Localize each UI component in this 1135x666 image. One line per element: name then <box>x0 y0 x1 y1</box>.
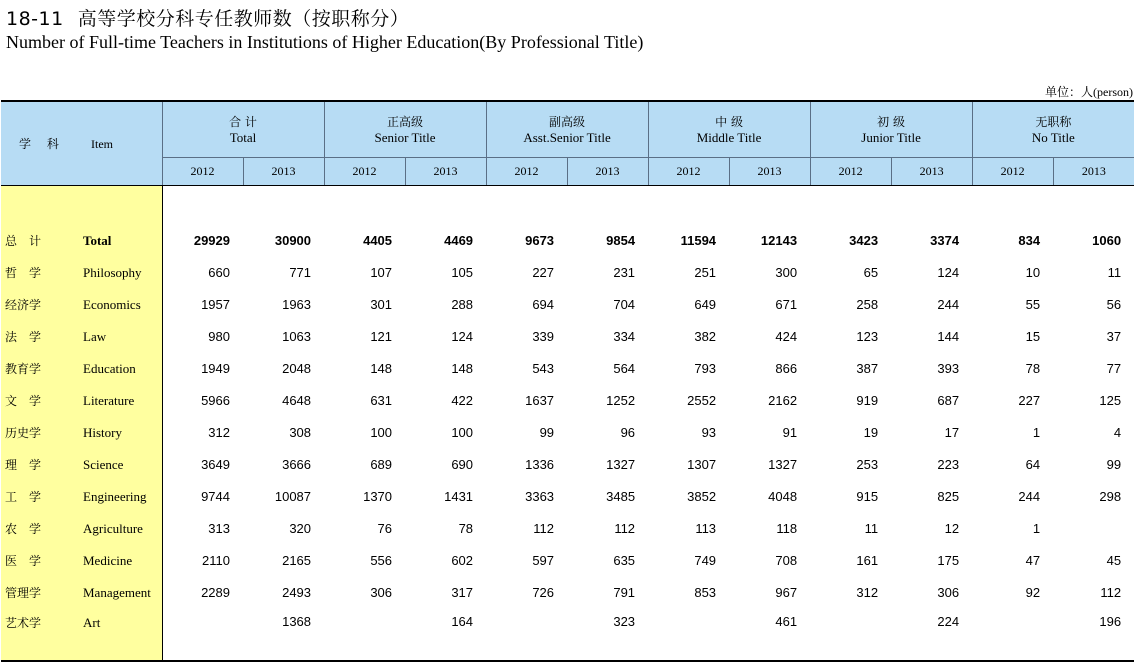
cell-value: 100 <box>451 424 474 440</box>
cell-value: 121 <box>370 328 393 344</box>
year-header: 2013 <box>243 158 324 186</box>
cell-value: 306 <box>370 584 393 600</box>
year-header: 2012 <box>972 158 1053 186</box>
cell-value: 834 <box>1018 232 1041 248</box>
cell-value: 148 <box>370 360 393 376</box>
cell-value: 602 <box>451 552 474 568</box>
cell-value: 3363 <box>525 488 555 504</box>
cell-value: 771 <box>289 264 312 280</box>
cell-value: 4 <box>1113 424 1122 440</box>
row-subject-en: Art <box>83 615 101 630</box>
cell-value: 148 <box>451 360 474 376</box>
cell-value: 5966 <box>201 392 230 408</box>
row-subject-cn: 哲 学 <box>5 265 42 280</box>
year-header: 2013 <box>891 158 972 186</box>
row-subject <box>1 384 162 416</box>
cell-value: 556 <box>370 552 393 568</box>
subject-header-en: Item <box>91 136 113 151</box>
cell-value: 15 <box>1025 328 1041 344</box>
cell-value: 393 <box>937 360 960 376</box>
cell-value: 649 <box>694 296 717 312</box>
cell-value: 76 <box>377 520 393 536</box>
row-subject <box>1 544 162 576</box>
cell-value: 694 <box>532 296 555 312</box>
cell-value: 4648 <box>282 392 312 408</box>
year-header: 2012 <box>486 158 567 186</box>
cell-value: 635 <box>613 552 636 568</box>
cell-value: 1957 <box>201 296 230 312</box>
cell-value: 543 <box>532 360 555 376</box>
year-header: 2012 <box>810 158 891 186</box>
row-subject-cn: 总 计 <box>5 233 42 248</box>
cell-value: 105 <box>451 264 474 280</box>
table-row <box>1 512 1134 544</box>
row-subject-cn: 法 学 <box>5 329 42 344</box>
cell-value: 1 <box>1032 520 1041 536</box>
cell-value: 387 <box>856 360 879 376</box>
cell-value: 56 <box>1106 296 1122 312</box>
cell-value: 866 <box>775 360 798 376</box>
cell-value: 9744 <box>201 488 230 504</box>
row-subject-en: Total <box>83 232 112 248</box>
cell-value: 78 <box>458 520 474 536</box>
cell-value: 422 <box>451 392 474 408</box>
cell-value: 317 <box>451 584 474 600</box>
cell-value: 124 <box>451 328 474 344</box>
cell-value: 19 <box>863 424 879 440</box>
row-subject <box>1 256 162 288</box>
group-header-middle: 中 级 Middle Title <box>648 101 810 158</box>
row-subject-cn: 理 学 <box>5 457 42 472</box>
table-row <box>1 480 1134 512</box>
row-subject <box>1 512 162 544</box>
teachers-table <box>1 100 1134 662</box>
cell-value: 1949 <box>201 360 230 376</box>
cell-value: 224 <box>891 608 972 661</box>
cell-value: 96 <box>620 424 636 440</box>
group-header-no-title: 无职称 No Title <box>972 101 1134 158</box>
cell-value: 312 <box>856 584 879 600</box>
cell-value: 704 <box>613 296 636 312</box>
cell-value: 164 <box>405 608 486 661</box>
cell-value: 288 <box>451 296 474 312</box>
cell-value: 631 <box>370 392 393 408</box>
cell-value: 334 <box>613 328 636 344</box>
cell-value: 251 <box>694 264 717 280</box>
row-subject <box>1 480 162 512</box>
row-subject-cn: 医 学 <box>5 553 42 568</box>
cell-value: 112 <box>533 520 555 536</box>
cell-value: 320 <box>289 520 312 536</box>
cell-value: 45 <box>1106 552 1122 568</box>
row-subject-cn: 工 学 <box>5 489 42 504</box>
cell-value: 258 <box>856 296 879 312</box>
row-subject <box>1 224 162 256</box>
cell-value: 3374 <box>930 232 960 248</box>
cell-value: 1063 <box>282 328 312 344</box>
title-cn-text: 高等学校分科专任教师数（按职称分） <box>77 8 410 30</box>
table-row <box>1 224 1134 256</box>
cell-value: 793 <box>694 360 717 376</box>
cell-value: 2493 <box>282 584 312 600</box>
table-row <box>1 608 1134 661</box>
cell-value: 244 <box>1018 488 1041 504</box>
cell-value: 253 <box>856 456 879 472</box>
cell-value: 4469 <box>444 232 474 248</box>
page-title-cn <box>6 4 409 31</box>
cell-value: 2162 <box>768 392 798 408</box>
cell-value: 10087 <box>274 488 312 504</box>
cell-value: 125 <box>1099 392 1122 408</box>
cell-value: 9854 <box>606 232 636 248</box>
cell-value: 1060 <box>1092 232 1122 248</box>
table-row <box>1 320 1134 352</box>
cell-value: 708 <box>775 552 798 568</box>
cell-value: 1336 <box>525 456 555 472</box>
row-subject <box>1 352 162 384</box>
cell-value: 690 <box>451 456 474 472</box>
cell-value: 11 <box>1107 264 1122 280</box>
spacer-row <box>1 186 1134 225</box>
cell-value: 175 <box>937 552 960 568</box>
row-subject-cn: 历史学 <box>5 425 42 440</box>
table-row <box>1 352 1134 384</box>
cell-value: 11 <box>864 520 879 536</box>
cell-value <box>810 608 891 661</box>
row-subject <box>1 320 162 352</box>
row-subject-cn: 教育学 <box>5 361 42 376</box>
cell-value: 3852 <box>687 488 717 504</box>
cell-value: 29929 <box>193 232 230 248</box>
row-subject-en: History <box>83 424 122 440</box>
cell-value: 298 <box>1099 488 1122 504</box>
cell-value: 124 <box>937 264 960 280</box>
cell-value: 10 <box>1025 264 1041 280</box>
row-subject <box>1 448 162 480</box>
group-header-asst-senior: 副高级 Asst.Senior Title <box>486 101 648 158</box>
cell-value: 1963 <box>282 296 312 312</box>
year-header: 2012 <box>324 158 405 186</box>
page-title-en: Number of Full-time Teachers in Institutions of Higher Education(By Professional Title) <box>6 32 644 52</box>
cell-value: 2165 <box>282 552 312 568</box>
cell-value: 3666 <box>282 456 312 472</box>
year-header: 2012 <box>162 158 243 186</box>
group-header-junior: 初 级 Junior Title <box>810 101 972 158</box>
cell-value: 4048 <box>768 488 798 504</box>
cell-value: 55 <box>1025 296 1041 312</box>
table-row <box>1 576 1134 608</box>
row-subject <box>1 576 162 608</box>
cell-value: 791 <box>613 584 636 600</box>
table-row <box>1 384 1134 416</box>
group-header-senior: 正高级 Senior Title <box>324 101 486 158</box>
year-header: 2013 <box>405 158 486 186</box>
cell-value: 308 <box>289 424 312 440</box>
row-subject-en: Science <box>83 456 124 472</box>
cell-value: 118 <box>776 520 798 536</box>
cell-value: 3423 <box>849 232 879 248</box>
cell-value: 919 <box>856 392 879 408</box>
cell-value: 967 <box>775 584 798 600</box>
cell-value: 1 <box>1032 424 1041 440</box>
cell-value: 461 <box>729 608 810 661</box>
table-row <box>1 544 1134 576</box>
row-subject-en: Literature <box>83 392 135 408</box>
cell-value: 227 <box>532 264 555 280</box>
cell-value: 12 <box>944 520 960 536</box>
cell-value: 100 <box>370 424 393 440</box>
row-subject <box>1 608 162 661</box>
cell-value: 306 <box>937 584 960 600</box>
row-subject-cn: 农 学 <box>5 521 42 536</box>
cell-value <box>162 608 243 661</box>
unit-cn: 单位：人 <box>1045 85 1094 99</box>
group-header-total: 合 计 Total <box>162 101 324 158</box>
cell-value: 1307 <box>687 456 717 472</box>
table-row <box>1 288 1134 320</box>
cell-value: 227 <box>1018 392 1041 408</box>
header-year-row <box>1 158 1134 186</box>
year-header: 2013 <box>729 158 810 186</box>
cell-value: 244 <box>937 296 960 312</box>
cell-value <box>1053 512 1134 544</box>
cell-value: 3485 <box>606 488 636 504</box>
table-row <box>1 256 1134 288</box>
table-row <box>1 448 1134 480</box>
year-header: 2013 <box>567 158 648 186</box>
cell-value: 660 <box>208 264 230 280</box>
cell-value: 424 <box>775 328 798 344</box>
cell-value: 30900 <box>274 232 312 248</box>
cell-value: 312 <box>208 424 230 440</box>
row-subject-cn: 艺术学 <box>5 616 42 630</box>
cell-value: 231 <box>613 264 636 280</box>
cell-value: 1252 <box>606 392 636 408</box>
cell-value: 301 <box>370 296 393 312</box>
cell-value: 37 <box>1106 328 1122 344</box>
row-subject-en: Engineering <box>83 488 147 504</box>
cell-value: 161 <box>856 552 879 568</box>
cell-value: 3649 <box>201 456 230 472</box>
cell-value: 64 <box>1025 456 1041 472</box>
cell-value: 196 <box>1053 608 1134 661</box>
cell-value: 4405 <box>363 232 393 248</box>
row-subject-cn: 经济学 <box>5 297 42 312</box>
cell-value: 2289 <box>201 584 230 600</box>
cell-value <box>972 608 1053 661</box>
cell-value: 93 <box>701 424 717 440</box>
cell-value: 11594 <box>680 232 717 248</box>
row-subject-cn: 管理学 <box>5 585 42 600</box>
row-subject-en: Education <box>83 360 136 376</box>
cell-value: 915 <box>856 488 879 504</box>
row-subject <box>1 288 162 320</box>
year-header: 2012 <box>648 158 729 186</box>
year-header: 2013 <box>1053 158 1134 186</box>
cell-value: 123 <box>856 328 879 344</box>
cell-value: 825 <box>937 488 960 504</box>
subject-header <box>1 101 162 186</box>
cell-value: 323 <box>567 608 648 661</box>
cell-value: 112 <box>1100 584 1122 600</box>
unit-en: (person) <box>1093 85 1133 99</box>
cell-value: 77 <box>1106 360 1122 376</box>
row-subject-en: Management <box>83 584 151 600</box>
cell-value: 689 <box>370 456 393 472</box>
cell-value: 339 <box>532 328 555 344</box>
cell-value: 78 <box>1025 360 1041 376</box>
row-subject <box>1 416 162 448</box>
table-row <box>1 416 1134 448</box>
cell-value: 597 <box>532 552 555 568</box>
cell-value: 17 <box>944 424 960 440</box>
cell-value: 313 <box>208 520 230 536</box>
cell-value: 2048 <box>282 360 312 376</box>
cell-value: 1327 <box>606 456 636 472</box>
cell-value: 99 <box>1106 456 1122 472</box>
row-subject-en: Medicine <box>83 552 133 568</box>
cell-value: 1431 <box>444 488 474 504</box>
cell-value: 300 <box>775 264 798 280</box>
cell-value: 223 <box>937 456 960 472</box>
row-subject-en: Agriculture <box>83 520 143 536</box>
header-group-row <box>1 101 1134 158</box>
cell-value: 726 <box>532 584 555 600</box>
cell-value <box>324 608 405 661</box>
cell-value: 107 <box>370 264 393 280</box>
cell-value: 92 <box>1025 584 1041 600</box>
cell-value: 91 <box>782 424 798 440</box>
cell-value: 144 <box>937 328 960 344</box>
cell-value: 12143 <box>760 232 798 248</box>
cell-value: 687 <box>937 392 960 408</box>
table-number: 18-11 <box>6 8 64 30</box>
table-body <box>1 186 1134 662</box>
cell-value: 112 <box>614 520 636 536</box>
cell-value: 853 <box>694 584 717 600</box>
cell-value: 980 <box>208 328 230 344</box>
cell-value: 1327 <box>768 456 798 472</box>
cell-value: 749 <box>694 552 717 568</box>
cell-value: 2552 <box>687 392 717 408</box>
cell-value: 1637 <box>525 392 555 408</box>
row-subject-en: Law <box>83 328 107 344</box>
row-subject-en: Philosophy <box>83 264 142 280</box>
cell-value: 564 <box>613 360 636 376</box>
cell-value: 382 <box>694 328 717 344</box>
subject-header-cn: 学 科 <box>19 136 65 151</box>
cell-value: 1370 <box>363 488 393 504</box>
row-subject-cn: 文 学 <box>5 393 42 408</box>
cell-value: 2110 <box>202 552 230 568</box>
cell-value: 9673 <box>525 232 555 248</box>
cell-value: 99 <box>539 424 555 440</box>
cell-value: 1368 <box>243 608 324 661</box>
cell-value: 47 <box>1025 552 1041 568</box>
unit-label <box>1045 83 1133 100</box>
cell-value: 113 <box>695 520 717 536</box>
cell-value: 65 <box>863 264 879 280</box>
cell-value <box>648 608 729 661</box>
cell-value: 671 <box>775 296 798 312</box>
row-subject-en: Economics <box>83 296 141 312</box>
cell-value <box>486 608 567 661</box>
